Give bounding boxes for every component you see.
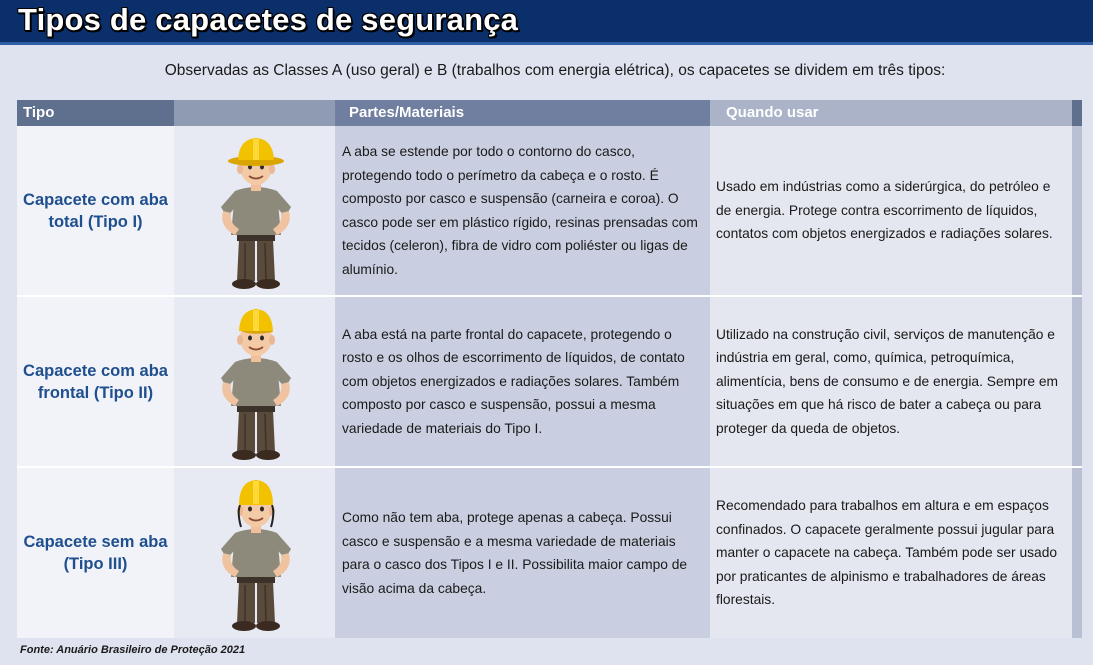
header-quando: Quando usar [710, 100, 1072, 126]
row-3-tipo [17, 468, 174, 638]
worker-full-brim-helmet-icon [211, 131, 301, 291]
row-3-quando [710, 468, 1072, 638]
row-2-tipo-text: Capacete com aba frontal (Tipo II) [23, 361, 168, 402]
header-image-column [174, 100, 335, 126]
intro-text: Observadas as Classes A (uso geral) e B (trabalhos com energia elétrica), os capacetes se dividem em três tipos: [164, 62, 946, 79]
row-1-quando [710, 126, 1072, 295]
row-2-edge [1072, 297, 1082, 466]
row-1-edge [1072, 126, 1082, 295]
row-1-partes [335, 126, 710, 295]
row-1-partes-text: A aba se estende por todo o contorno do casco, protegendo todo o perímetro da cabeça e o rosto. É composto por casco e suspensão (carneira e coroa). O casco pode ser em plástico rígido, resinas prensadas com tecidos (celeron), fibra de vidro com poliéster ou ligas de alumínio. [342, 144, 698, 277]
row-1-quando-text: Usado em indústrias como a siderúrgica, do petróleo e de energia. Protege contra escorrimento de líquidos, contatos com objetos energizados e radiações solares. [716, 179, 1053, 242]
row-3-partes-text: Como não tem aba, protege apenas a cabeça. Possui casco e suspensão e a mesma variedade de materiais para o casco dos Tipos I e II. Possibilita maior campo de visão acima da cabeça. [342, 510, 688, 596]
source-note: Fonte: Anuário Brasileiro de Proteção 2021 [20, 644, 246, 656]
row-2-partes-text: A aba está na parte frontal do capacete, protegendo o rosto e os olhos de escorrimento de líquidos, de contato com objetos energizados e radiações solares. Também composto por casco e suspensão, possui a mesma variedade de materiais do Tipo I. [342, 326, 685, 436]
row-3-image-cell [174, 468, 335, 638]
row-2-image-cell [174, 297, 335, 466]
worker-no-brim-helmet-icon [211, 473, 301, 633]
page-title: Tipos de capacetes de segurança [18, 2, 519, 37]
title-bar [0, 0, 1093, 45]
row-3-partes [335, 468, 710, 638]
row-1-tipo-text: Capacete com aba total (Tipo I) [23, 190, 168, 231]
header-edge [1072, 100, 1082, 126]
row-3-tipo-text: Capacete sem aba (Tipo III) [23, 533, 168, 573]
row-1-tipo [17, 126, 174, 295]
row-1-image-cell [174, 126, 335, 295]
row-2-quando [710, 297, 1072, 466]
header-tipo: Tipo [17, 100, 174, 126]
worker-front-brim-helmet-icon [211, 302, 301, 462]
row-2-tipo [17, 297, 174, 466]
header-partes: Partes/Materiais [335, 100, 710, 126]
row-2-partes [335, 297, 710, 466]
row-3-edge [1072, 468, 1082, 638]
row-2-quando-text: Utilizado na construção civil, serviços de manutenção e indústria em geral, como, química, petroquímica, alimentícia, bens de consumo e de energia. Sempre em situações em que há risco de bater a cabeça ou para proteger da queda de objetos. [716, 326, 1059, 436]
row-3-quando-text: Recomendado para trabalhos em altura e em espaços confinados. O capacete geralmente possui jugular para manter o capacete na cabeça. Também pode ser usado por praticantes de alpinismo e trabalhadores de áreas florestais. [716, 498, 1058, 608]
